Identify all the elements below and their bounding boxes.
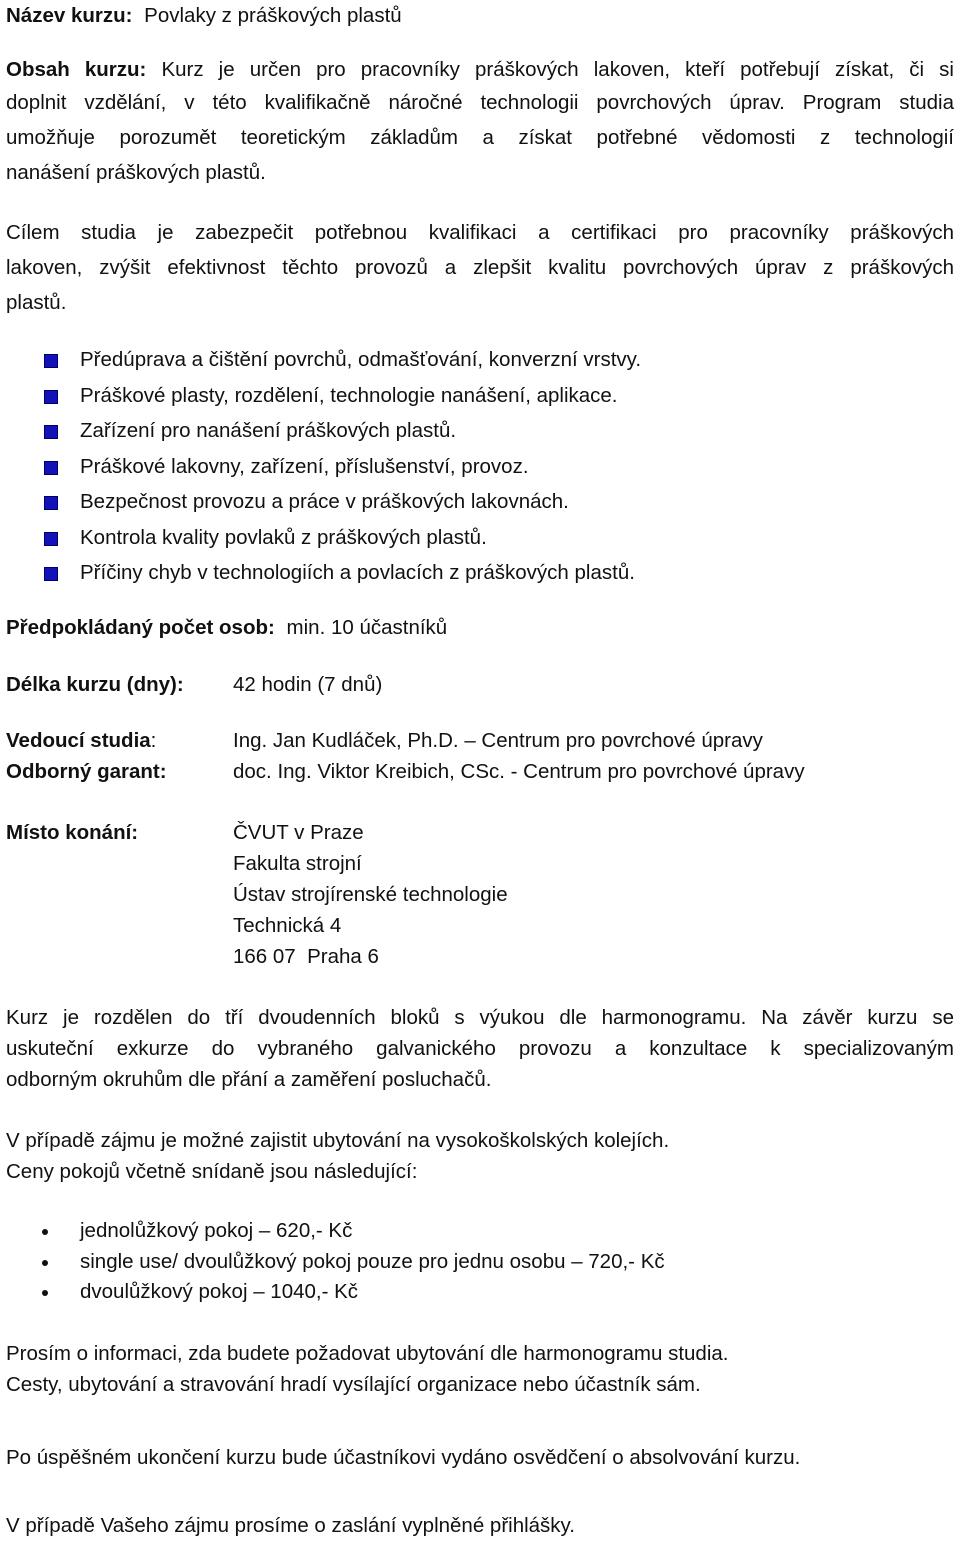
- course-content-label: Obsah kurzu:: [6, 58, 147, 81]
- structure-line-3: odborným okruhům dle přání a zaměření posluchačů.: [6, 1068, 492, 1091]
- price-list: [6, 1216, 954, 1308]
- price-item: jednolůžkový pokoj – 620,- Kč: [6, 1216, 954, 1247]
- participants-label: Předpokládaný počet osob:: [6, 616, 275, 639]
- square-bullet-icon: [44, 461, 58, 475]
- square-bullet-icon: [44, 496, 58, 510]
- content-line-2: doplnit vzdělání, v této kvalifikačně náročné technologii povrchových úprav. Program studia: [6, 91, 954, 114]
- topic-item: Bezpečnost provozu a práce v práškových lakovnách.: [6, 484, 954, 520]
- topic-item: Příčiny chyb v technologiích a povlacích z práškových plastů.: [6, 555, 954, 591]
- venue-address: [233, 817, 508, 972]
- venue-line: ČVUT v Praze: [233, 821, 364, 844]
- venue-line: Ústav strojírenské technologie: [233, 883, 508, 906]
- topic-item: Práškové lakovny, zařízení, příslušenství, provoz.: [6, 449, 954, 485]
- application-note: V případě Vašeho zájmu prosíme o zaslání vyplněné přihlášky.: [6, 1514, 575, 1537]
- bullet-dot-icon: [42, 1290, 48, 1296]
- guarantor-label: Odborný garant:: [6, 760, 167, 783]
- square-bullet-icon: [44, 425, 58, 439]
- course-name-line: [6, 0, 402, 31]
- duration-value: 42 hodin (7 dnů): [233, 673, 383, 696]
- participants-value: min. 10 účastníků: [286, 616, 448, 639]
- course-goal-paragraph: [6, 215, 954, 320]
- venue-line: Fakulta strojní: [233, 852, 362, 875]
- info-paragraph: [6, 1338, 954, 1400]
- duration-label: Délka kurzu (dny):: [6, 673, 184, 696]
- topic-item: Práškové plasty, rozdělení, technologie nanášení, aplikace.: [6, 378, 954, 414]
- content-line-3: umožňuje porozumět teoretickým základům a získat potřebné vědomosti z technologií: [6, 126, 954, 149]
- duration-line: [6, 669, 946, 700]
- structure-line-1: Kurz je rozdělen do tří dvoudenních bloků s výukou dle harmonogramu. Na závěr kurzu se: [6, 1006, 954, 1029]
- structure-paragraph: [6, 1002, 954, 1095]
- participants-line: [6, 612, 447, 643]
- topics-list: [6, 342, 954, 591]
- certificate-note: Po úspěšném ukončení kurzu bude účastníkovi vydáno osvědčení o absolvování kurzu.: [6, 1446, 801, 1469]
- topics-list-wrapper: [6, 342, 954, 591]
- course-content-paragraph: [6, 54, 954, 190]
- venue-line: 166 07 Praha 6: [233, 945, 379, 968]
- square-bullet-icon: [44, 567, 58, 581]
- topic-item: Předúprava a čištění povrchů, odmašťování, konverzní vrstvy.: [6, 342, 954, 378]
- bullet-dot-icon: [42, 1229, 48, 1235]
- leader-value: Ing. Jan Kudláček, Ph.D. – Centrum pro povrchové úpravy: [233, 729, 763, 752]
- course-name-value: Povlaky z práškových plastů: [144, 4, 402, 27]
- price-item: dvoulůžkový pokoj – 1040,- Kč: [6, 1277, 954, 1308]
- square-bullet-icon: [44, 532, 58, 546]
- venue-line: Technická 4: [233, 914, 342, 937]
- content-line-4: nanášení práškových plastů.: [6, 161, 266, 184]
- structure-line-2: uskuteční exkurze do vybraného galvanického provozu a konzultace k specializovaným: [6, 1037, 954, 1060]
- course-name-label: Název kurzu:: [6, 4, 133, 27]
- leader-line: Vedoucí studia: Ing. Jan Kudláček, Ph.D. – Centrum pro povrchové úpravy: [6, 725, 946, 756]
- accommodation-line-1: V případě zájmu je možné zajistit ubytování na vysokoškolských kolejích.: [6, 1129, 670, 1152]
- info-line-1: Prosím o informaci, zda budete požadovat ubytování dle harmonogramu studia.: [6, 1342, 729, 1365]
- bullet-dot-icon: [42, 1260, 48, 1266]
- info-line-2: Cesty, ubytování a stravování hradí vysílající organizace nebo účastník sám.: [6, 1373, 701, 1396]
- goal-line-1: Cílem studia je zabezpečit potřebnou kvalifikaci a certifikaci pro pracovníky práškových: [6, 221, 954, 244]
- goal-line-2: lakoven, zvýšit efektivnost těchto provozů a zlepšit kvalitu povrchových úprav z práškových: [6, 256, 954, 279]
- goal-line-3: plastů.: [6, 291, 67, 314]
- topic-item: Kontrola kvality povlaků z práškových plastů.: [6, 520, 954, 556]
- leader-label: Vedoucí studia: [6, 729, 151, 752]
- topic-item: Zařízení pro nanášení práškových plastů.: [6, 413, 954, 449]
- guarantor-value: doc. Ing. Viktor Kreibich, CSc. - Centrum pro povrchové úpravy: [233, 760, 805, 783]
- guarantor-line: [6, 756, 946, 787]
- content-line-1: Obsah kurzu: Kurz je určen pro pracovníky práškových lakoven, kteří potřebují získat, či si: [6, 58, 954, 81]
- square-bullet-icon: [44, 390, 58, 404]
- price-list-wrapper: [6, 1216, 954, 1308]
- venue-label: Místo konání:: [6, 821, 139, 844]
- accommodation-line-2: Ceny pokojů včetně snídaně jsou následující:: [6, 1160, 418, 1183]
- square-bullet-icon: [44, 354, 58, 368]
- price-item: single use/ dvoulůžkový pokoj pouze pro jednu osobu – 720,- Kč: [6, 1247, 954, 1278]
- accommodation-paragraph: [6, 1125, 954, 1187]
